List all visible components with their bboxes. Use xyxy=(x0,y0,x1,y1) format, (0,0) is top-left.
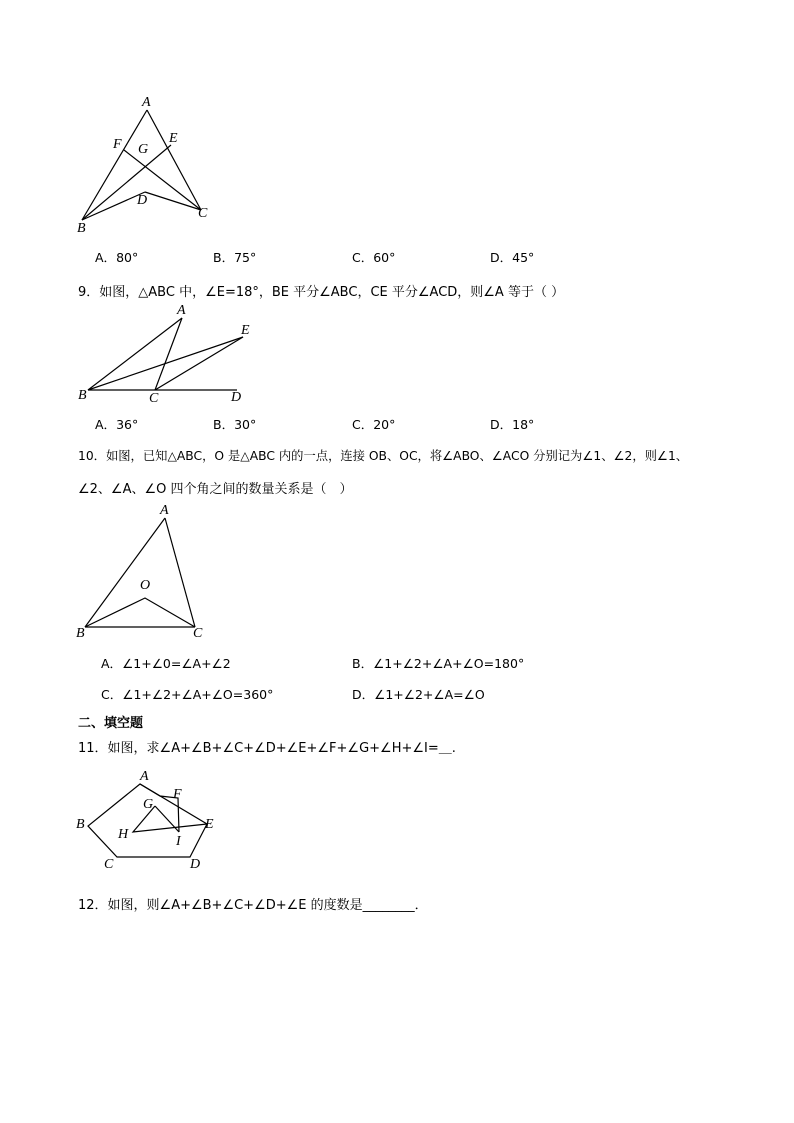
q11-stem: 11．如图，求∠A+∠B+∠C+∠D+∠E+∠F+∠G+∠H+∠I=＿. xyxy=(78,741,456,756)
q10-stem-line1: 10．如图，已知△ABC，O 是△ABC 内的一点，连接 OB、OC，将∠ABO、∠ACO 分别记为∠1、∠2，则∠1、 xyxy=(78,449,689,463)
q11-label-g: G xyxy=(143,797,154,812)
q9-label-c: C xyxy=(149,391,159,406)
figure-q10 xyxy=(85,518,195,627)
q8-option-c: C．60° xyxy=(352,250,396,265)
q10-stem-line2: ∠2、∠A、∠O 四个角之间的数量关系是（ ） xyxy=(78,482,353,497)
q11-label-i: I xyxy=(176,834,181,849)
q9-label-a: A xyxy=(177,303,186,318)
q11-label-b: B xyxy=(76,817,85,832)
label-a: A xyxy=(142,95,151,110)
label-e: E xyxy=(169,131,178,146)
q9-option-a: A．36° xyxy=(95,417,139,432)
q10-label-b: B xyxy=(76,626,85,641)
q10-label-a: A xyxy=(160,503,169,518)
q10-label-o: O xyxy=(140,578,151,593)
label-d: D xyxy=(137,193,148,208)
q8-option-a: A．80° xyxy=(95,250,139,265)
q10-option-b: B．∠1+∠2+∠A+∠O=180° xyxy=(352,656,525,671)
q11-label-c: C xyxy=(104,857,114,872)
q11-label-h: H xyxy=(118,827,129,842)
q11-label-f: F xyxy=(173,787,182,802)
label-b: B xyxy=(77,221,86,236)
q9-stem: 9．如图，△ABC 中，∠E=18°，BE 平分∠ABC，CE 平分∠ACD，则∠A 等于（ ） xyxy=(78,285,565,300)
label-g: G xyxy=(138,142,149,157)
q8-option-b: B．75° xyxy=(213,250,257,265)
q11-label-a: A xyxy=(140,769,149,784)
figure-q11 xyxy=(88,784,207,857)
q9-label-e: E xyxy=(241,323,250,338)
q8-option-d: D．45° xyxy=(490,250,535,265)
q9-option-d: D．18° xyxy=(490,417,535,432)
q9-label-b: B xyxy=(78,388,87,403)
label-c: C xyxy=(198,206,208,221)
q9-label-d: D xyxy=(231,390,242,405)
q10-option-a: A．∠1+∠0=∠A+∠2 xyxy=(101,656,231,671)
q9-option-b: B．30° xyxy=(213,417,257,432)
q10-option-d: D．∠1+∠2+∠A=∠O xyxy=(352,687,485,702)
q12-stem: 12．如图，则∠A+∠B+∠C+∠D+∠E 的度数是________． xyxy=(78,898,428,913)
section-title: 二、填空题 xyxy=(78,716,144,731)
q10-label-c: C xyxy=(193,626,203,641)
label-f: F xyxy=(113,137,122,152)
q11-label-e: E xyxy=(205,817,214,832)
q11-label-d: D xyxy=(190,857,201,872)
q9-option-c: C．20° xyxy=(352,417,396,432)
figure-q9 xyxy=(88,318,243,390)
q10-option-c: C．∠1+∠2+∠A+∠O=360° xyxy=(101,687,274,702)
